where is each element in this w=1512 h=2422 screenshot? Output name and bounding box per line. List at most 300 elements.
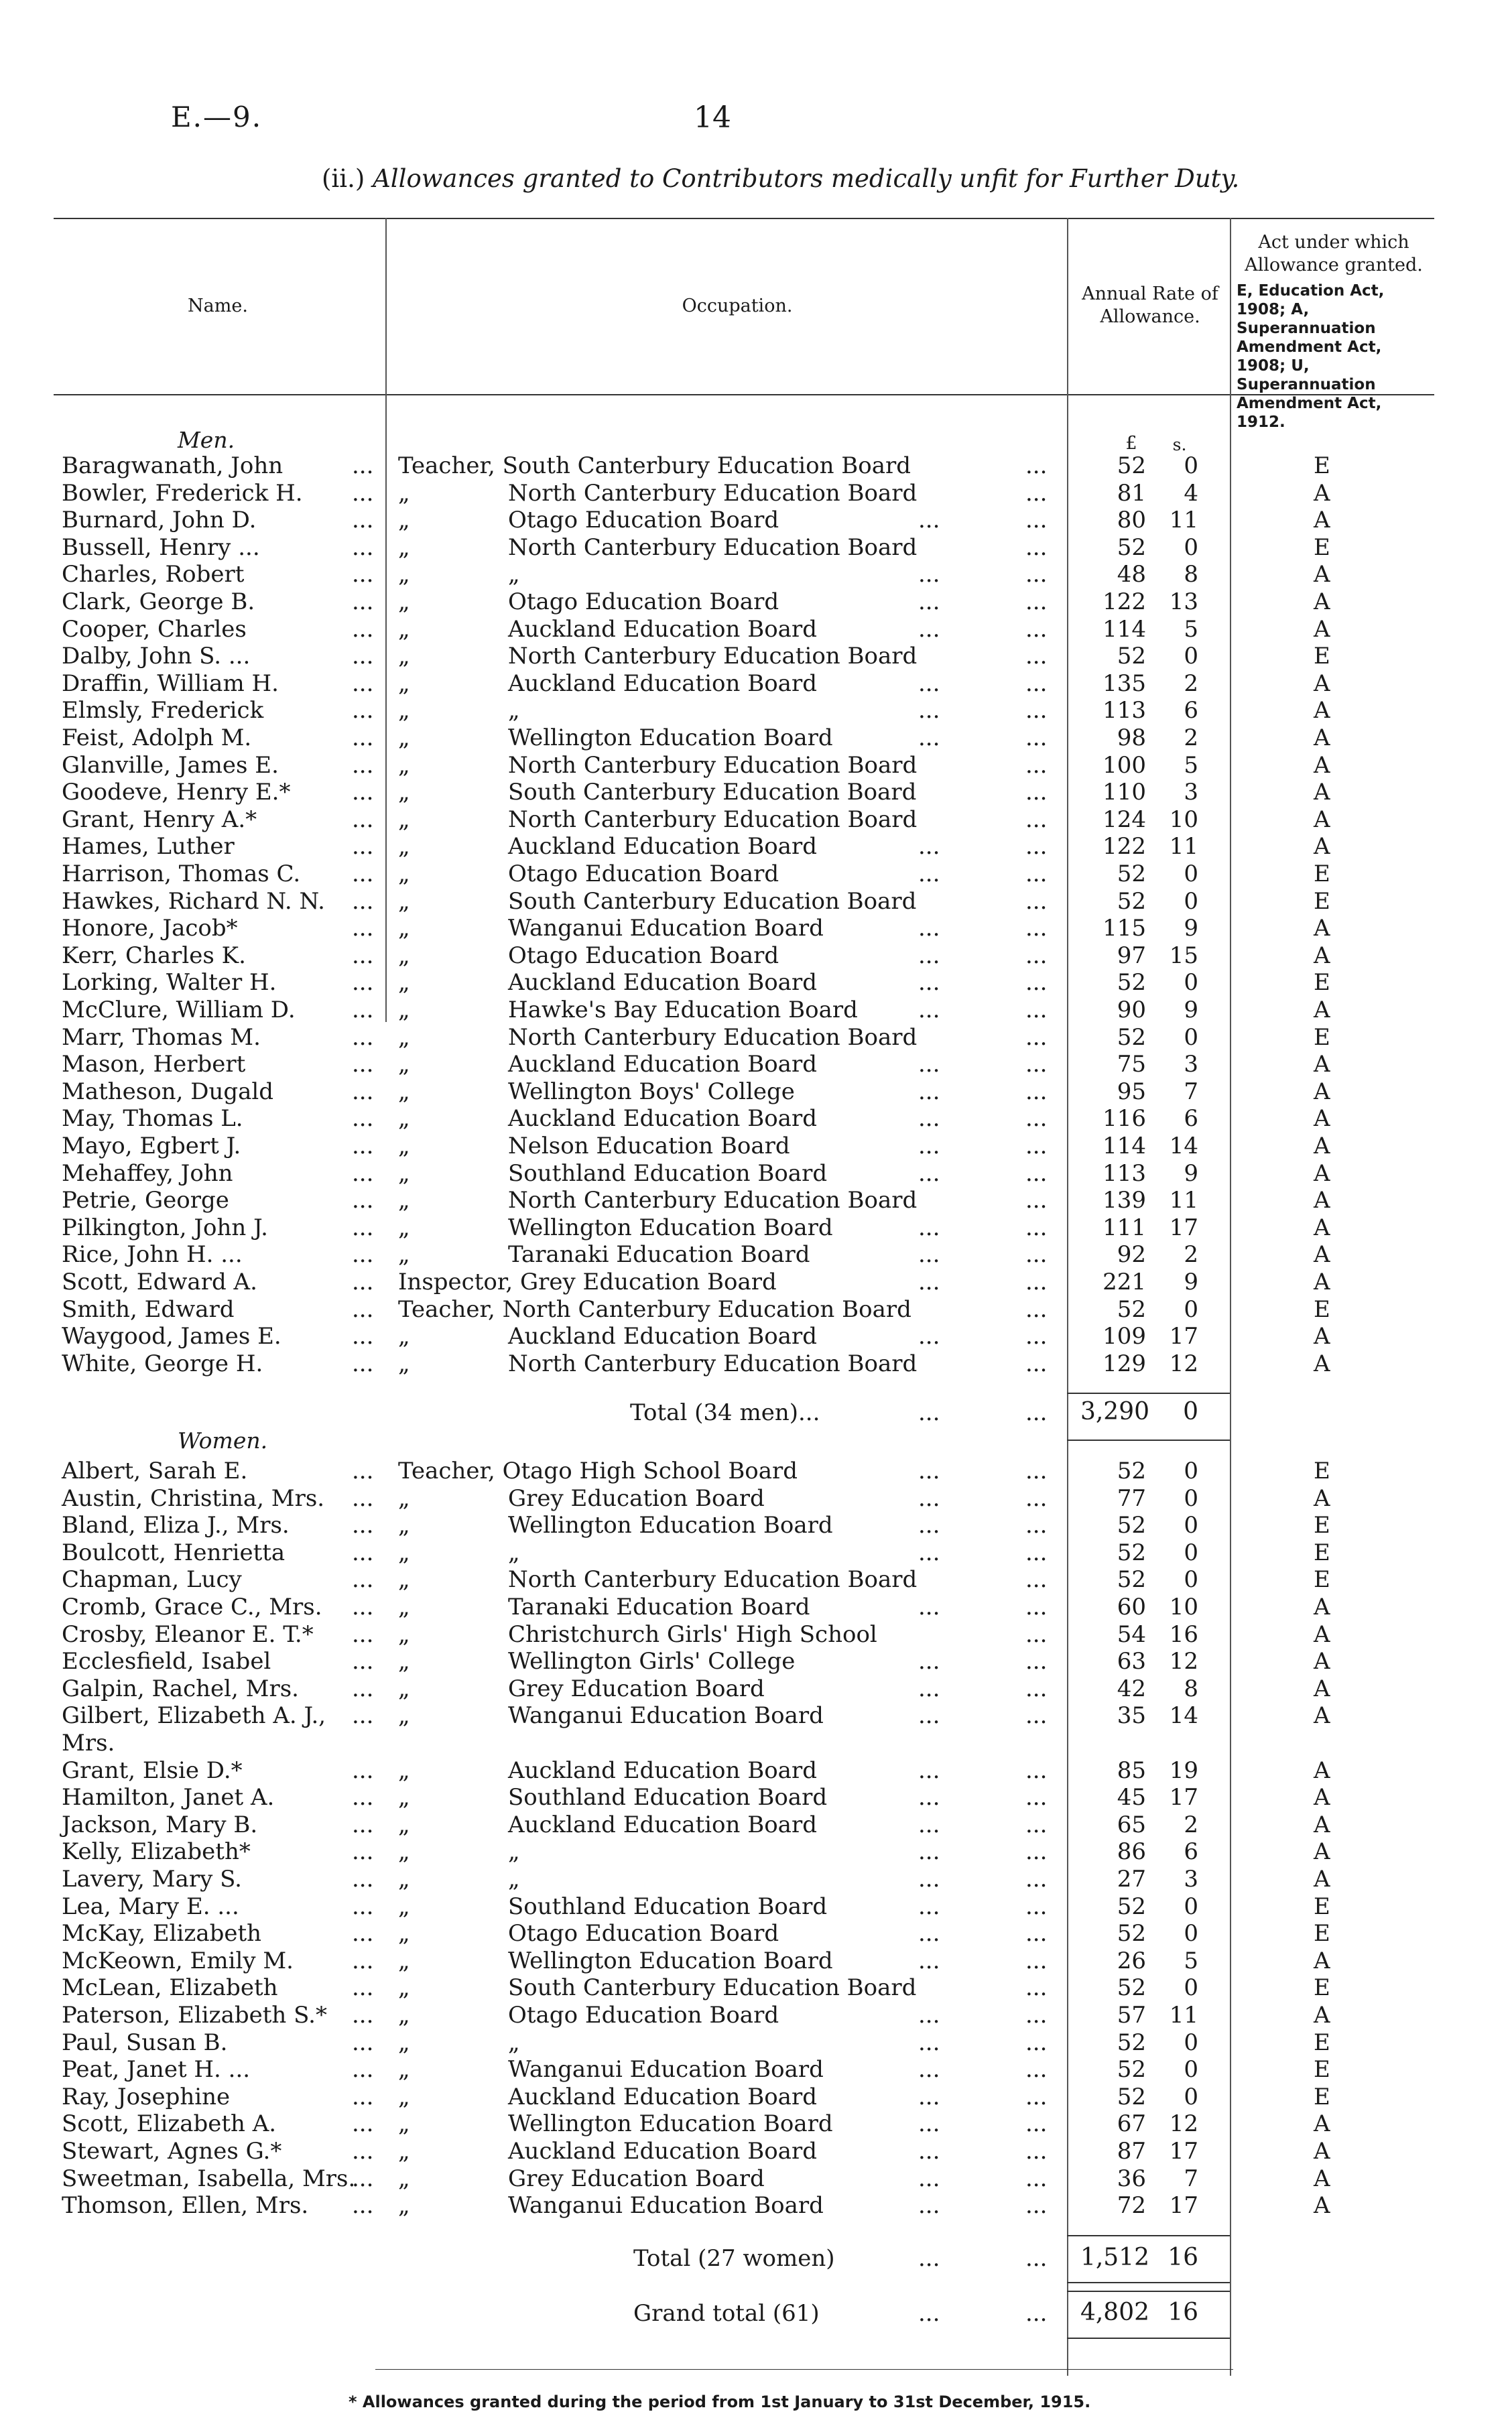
row-dots: ...	[918, 2056, 940, 2084]
table-row	[0, 2165, 1512, 2192]
row-occupation: Auckland Education Board	[508, 670, 817, 697]
row-occupation: North Canterbury Education Board	[508, 806, 918, 833]
row-shillings: 12	[1169, 1350, 1198, 1377]
row-ditto-mark: „	[398, 1023, 410, 1051]
row-name: Galpin, Rachel, Mrs.	[62, 1675, 299, 1702]
row-name: Hamilton, Janet A.	[62, 1784, 275, 1811]
row-pounds: 52	[1117, 2083, 1146, 2110]
women-total-dots-3: ...	[1025, 2245, 1048, 2272]
row-ditto-mark: „	[398, 1920, 410, 1948]
row-dots: ...	[918, 1893, 940, 1920]
row-ditto-mark: „	[398, 1539, 410, 1566]
row-dots: ...	[352, 1295, 374, 1323]
column-header-act-key: E, Education Act, 1908; A, Superannuation Amendment Act, 1908; U, Superannuation Amendment Act, 1912.	[1237, 282, 1385, 432]
row-dots: ...	[352, 670, 374, 697]
women-total-bottom-rule	[1067, 2282, 1230, 2283]
grand-total-dots-3: ...	[1025, 2300, 1048, 2327]
row-act: A	[1314, 615, 1330, 643]
row-act: E	[1314, 861, 1330, 887]
row-dots: ...	[352, 1133, 374, 1159]
row-dots: ...	[918, 507, 940, 534]
row-occupation: Wellington Education Board	[508, 1512, 833, 1539]
row-act: A	[1314, 507, 1330, 534]
row-dots: ...	[352, 861, 374, 887]
row-dots: ...	[352, 533, 374, 561]
row-shillings: 0	[1184, 1920, 1198, 1948]
row-occupation: Otago Education Board	[508, 588, 779, 615]
row-name: Crosby, Eleanor E. T.*	[62, 1620, 314, 1648]
row-ditto-mark: „	[398, 1947, 410, 1974]
row-name: Smith, Edward	[62, 1295, 235, 1323]
row-pounds: 115	[1102, 915, 1146, 942]
row-ditto-mark: „	[398, 1648, 410, 1675]
row-act: E	[1314, 1023, 1330, 1051]
column-header-annual-rate: Annual Rate of Allowance.	[1082, 283, 1218, 327]
row-occupation: Otago Education Board	[508, 861, 779, 887]
row-dots: ...	[918, 2138, 940, 2165]
grand-total-dots-2: ...	[918, 2300, 940, 2327]
row-occupation: South Canterbury Education Board	[508, 887, 917, 915]
row-shillings: 0	[1184, 533, 1198, 561]
row-act: A	[1314, 1620, 1330, 1648]
row-pounds: 52	[1117, 1295, 1146, 1323]
row-pounds: 75	[1117, 1051, 1146, 1078]
row-dots: ...	[918, 1133, 940, 1159]
table-row	[0, 2056, 1512, 2083]
row-act: A	[1314, 1947, 1330, 1974]
row-shillings: 0	[1184, 1893, 1198, 1920]
row-dots: ...	[918, 1866, 940, 1893]
row-occupation: North Canterbury Education Board	[508, 1023, 918, 1051]
table-row	[0, 833, 1512, 860]
row-dots: ...	[1025, 2029, 1048, 2056]
row-dots: ...	[1025, 1484, 1048, 1512]
grand-total-bottom-rule	[1067, 2338, 1230, 2339]
table-row	[0, 1024, 1512, 1051]
row-act: A	[1314, 915, 1330, 942]
row-name: Sweetman, Isabella, Mrs.	[62, 2165, 356, 2192]
caption-title: Allowances granted to Contributors medically unfit for Further Duty.	[373, 164, 1240, 193]
row-dots: ...	[918, 1947, 940, 1974]
row-dots: ...	[918, 1648, 940, 1675]
row-shillings: 11	[1169, 507, 1198, 534]
row-dots: ...	[1025, 751, 1048, 779]
row-dots: ...	[352, 751, 374, 779]
table-row	[0, 534, 1512, 561]
row-act: A	[1314, 1214, 1330, 1241]
row-dots: ...	[352, 1648, 374, 1675]
row-act: E	[1314, 1566, 1330, 1594]
row-act: A	[1314, 588, 1330, 615]
table-row	[0, 480, 1512, 507]
row-pounds: 60	[1117, 1594, 1146, 1620]
row-dots: ...	[1025, 2056, 1048, 2084]
row-name: Bowler, Frederick H.	[62, 479, 303, 507]
row-dots: ...	[918, 1811, 940, 1838]
row-dots: ...	[918, 1539, 940, 1566]
row-pounds: 57	[1117, 2002, 1146, 2029]
table-row	[0, 588, 1512, 615]
row-occupation: Teacher, Otago High School Board	[398, 1458, 798, 1484]
row-name: Peat, Janet H. ...	[62, 2056, 251, 2084]
row-dots: ...	[1025, 942, 1048, 969]
row-act: A	[1314, 1323, 1330, 1350]
row-dots: ...	[352, 1920, 374, 1948]
row-occupation: „	[508, 1866, 520, 1893]
row-dots: ...	[918, 1838, 940, 1866]
row-occupation: South Canterbury Education Board	[508, 1974, 917, 2002]
row-dots: ...	[918, 561, 940, 588]
row-shillings: 11	[1169, 833, 1198, 861]
row-occupation: Inspector, Grey Education Board	[398, 1269, 777, 1295]
row-name: Scott, Elizabeth A.	[62, 2110, 277, 2138]
row-dots: ...	[1025, 588, 1048, 615]
row-name: Pilkington, John J.	[62, 1214, 268, 1241]
row-dots: ...	[1025, 1784, 1048, 1811]
row-act: A	[1314, 997, 1330, 1023]
row-dots: ...	[1025, 615, 1048, 643]
table-row	[0, 888, 1512, 915]
row-pounds: 52	[1117, 969, 1146, 997]
row-dots: ...	[1025, 1566, 1048, 1594]
row-ditto-mark: „	[398, 2165, 410, 2192]
row-act: A	[1314, 806, 1330, 833]
row-occupation: „	[508, 561, 520, 588]
row-occupation: Auckland Education Board	[508, 969, 817, 997]
row-dots: ...	[352, 997, 374, 1023]
women-total-shillings: 16	[1168, 2244, 1198, 2271]
table-row	[0, 1133, 1512, 1159]
row-dots: ...	[918, 615, 940, 643]
row-ditto-mark: „	[398, 615, 410, 643]
men-total-dots-3: ...	[1025, 1399, 1048, 1426]
table-row	[0, 779, 1512, 806]
row-act: A	[1314, 1648, 1330, 1675]
row-occupation: Wellington Girls' College	[508, 1648, 796, 1675]
row-shillings: 9	[1184, 997, 1198, 1023]
row-shillings: 17	[1169, 2138, 1198, 2165]
men-total-bottom-rule	[1067, 1440, 1230, 1441]
row-name: Stewart, Agnes G.*	[62, 2138, 282, 2165]
row-name: Goodeve, Henry E.*	[62, 779, 291, 806]
row-shillings: 5	[1184, 1947, 1198, 1974]
row-ditto-mark: „	[398, 1784, 410, 1811]
row-occupation: „	[508, 2029, 520, 2056]
row-dots: ...	[918, 670, 940, 697]
row-shillings: 16	[1169, 1620, 1198, 1648]
row-occupation: Wanganui Education Board	[508, 2192, 824, 2220]
table-row	[0, 1539, 1512, 1566]
row-shillings: 9	[1184, 1159, 1198, 1187]
row-act: E	[1314, 533, 1330, 561]
row-dots: ...	[918, 1323, 940, 1350]
row-dots: ...	[1025, 507, 1048, 534]
row-occupation: Nelson Education Board	[508, 1133, 790, 1159]
row-name: Grant, Henry A.*	[62, 806, 257, 833]
men-total-shillings: 0	[1183, 1398, 1198, 1425]
row-name: McKay, Elizabeth	[62, 1920, 262, 1948]
column-header-act-title: Act under which Allowance granted.	[1245, 232, 1423, 275]
table-row	[0, 1838, 1512, 1865]
row-occupation: Auckland Education Board	[508, 615, 817, 643]
row-dots: ...	[352, 1566, 374, 1594]
row-occupation: North Canterbury Education Board	[508, 643, 918, 670]
document-code: E.—9.	[171, 101, 263, 133]
row-dots: ...	[1025, 1512, 1048, 1539]
row-occupation: Southland Education Board	[508, 1893, 828, 1920]
row-shillings: 0	[1184, 643, 1198, 670]
row-dots: ...	[352, 615, 374, 643]
row-dots: ...	[1025, 1974, 1048, 2002]
row-occupation: Wanganui Education Board	[508, 915, 824, 942]
row-occupation: Wanganui Education Board	[508, 2056, 824, 2084]
row-dots: ...	[1025, 561, 1048, 588]
row-occupation: Wellington Education Board	[508, 2110, 833, 2138]
row-occupation: Grey Education Board	[508, 2165, 765, 2192]
row-shillings: 17	[1169, 2192, 1198, 2220]
row-pounds: 27	[1117, 1866, 1146, 1893]
row-ditto-mark: „	[398, 942, 410, 969]
row-pounds: 63	[1117, 1648, 1146, 1675]
table-row	[0, 1160, 1512, 1187]
row-name: McKeown, Emily M.	[62, 1947, 294, 1974]
row-name: Kerr, Charles K.	[62, 942, 246, 969]
row-name: Mehaffey, John	[62, 1159, 233, 1187]
row-occupation: North Canterbury Education Board	[508, 479, 918, 507]
table-row	[0, 1594, 1512, 1620]
row-ditto-mark: „	[398, 779, 410, 806]
row-ditto-mark: „	[398, 1350, 410, 1377]
row-act: E	[1314, 2056, 1330, 2084]
row-ditto-mark: „	[398, 1133, 410, 1159]
row-pounds: 36	[1117, 2165, 1146, 2192]
row-shillings: 4	[1184, 479, 1198, 507]
row-name: Ecclesfield, Isabel	[62, 1648, 271, 1675]
women-total-top-rule	[1067, 2235, 1230, 2236]
row-dots: ...	[1025, 1323, 1048, 1350]
row-ditto-mark: „	[398, 861, 410, 887]
row-shillings: 0	[1184, 1974, 1198, 2002]
row-shillings: 0	[1184, 1539, 1198, 1566]
row-dots: ...	[352, 779, 374, 806]
row-dots: ...	[352, 1838, 374, 1866]
row-act: E	[1314, 1458, 1330, 1484]
row-dots: ...	[918, 724, 940, 751]
row-shillings: 17	[1169, 1323, 1198, 1350]
header-bottom-rule	[54, 394, 1434, 395]
row-dots: ...	[918, 1594, 940, 1620]
row-pounds: 124	[1102, 806, 1146, 833]
row-pounds: 67	[1117, 2110, 1146, 2138]
row-dots: ...	[1025, 2110, 1048, 2138]
row-dots: ...	[1025, 1078, 1048, 1105]
row-shillings: 0	[1184, 1512, 1198, 1539]
row-dots: ...	[1025, 2083, 1048, 2110]
row-dots: ...	[918, 1214, 940, 1241]
row-occupation: Auckland Education Board	[508, 833, 817, 861]
table-row	[0, 670, 1512, 697]
table-row	[0, 1974, 1512, 2001]
row-dots: ...	[918, 1078, 940, 1105]
row-dots: ...	[352, 1974, 374, 2002]
row-dots: ...	[352, 806, 374, 833]
row-pounds: 26	[1117, 1947, 1146, 1974]
row-dots: ...	[352, 1241, 374, 1269]
row-shillings: 0	[1184, 2056, 1198, 2084]
row-name: Jackson, Mary B.	[62, 1811, 258, 1838]
row-dots: ...	[918, 1051, 940, 1078]
row-dots: ...	[352, 1811, 374, 1838]
row-shillings: 0	[1184, 1458, 1198, 1484]
row-ditto-mark: „	[398, 1620, 410, 1648]
row-pounds: 35	[1117, 1702, 1146, 1730]
table-row	[0, 1566, 1512, 1593]
row-shillings: 9	[1184, 1269, 1198, 1295]
row-name: Bland, Eliza J., Mrs.	[62, 1512, 290, 1539]
table-row	[0, 2138, 1512, 2165]
women-total-dots-2: ...	[918, 2245, 940, 2272]
row-act: A	[1314, 2110, 1330, 2138]
row-shillings: 0	[1184, 1484, 1198, 1512]
table-row	[0, 507, 1512, 533]
row-ditto-mark: „	[398, 2083, 410, 2110]
row-dots: ...	[1025, 1648, 1048, 1675]
row-shillings: 5	[1184, 615, 1198, 643]
row-pounds: 90	[1117, 997, 1146, 1023]
row-occupation: Taranaki Education Board	[508, 1241, 810, 1269]
row-shillings: 14	[1169, 1133, 1198, 1159]
row-dots: ...	[352, 1893, 374, 1920]
table-row	[0, 697, 1512, 724]
row-ditto-mark: „	[398, 1675, 410, 1702]
row-dots: ...	[1025, 861, 1048, 887]
row-dots: ...	[352, 2165, 374, 2192]
row-act: A	[1314, 779, 1330, 806]
row-act: E	[1314, 452, 1330, 479]
row-occupation: „	[508, 1539, 520, 1566]
row-dots: ...	[1025, 643, 1048, 670]
row-dots: ...	[918, 1757, 940, 1784]
row-occupation: Southland Education Board	[508, 1159, 828, 1187]
row-dots: ...	[352, 2002, 374, 2029]
row-name: Baragwanath, John	[62, 452, 284, 479]
row-ditto-mark: „	[398, 1594, 410, 1620]
row-dots: ...	[918, 1484, 940, 1512]
row-dots: ...	[352, 2083, 374, 2110]
table-row	[0, 997, 1512, 1023]
row-pounds: 52	[1117, 1512, 1146, 1539]
row-pounds: 52	[1117, 533, 1146, 561]
row-name: Paterson, Elizabeth S.*	[62, 2002, 327, 2029]
row-dots: ...	[1025, 670, 1048, 697]
row-shillings: 19	[1169, 1757, 1198, 1784]
table-row	[0, 806, 1512, 833]
row-ditto-mark: „	[398, 643, 410, 670]
row-dots: ...	[1025, 1105, 1048, 1133]
table-row	[0, 2002, 1512, 2029]
row-dots: ...	[1025, 1133, 1048, 1159]
row-dots: ...	[918, 1675, 940, 1702]
row-dots: ...	[1025, 1023, 1048, 1051]
row-dots: ...	[918, 1702, 940, 1730]
row-occupation: Otago Education Board	[508, 507, 779, 534]
row-act: A	[1314, 697, 1330, 724]
row-shillings: 6	[1184, 1838, 1198, 1866]
row-ditto-mark: „	[398, 1974, 410, 2002]
row-name: Charles, Robert	[62, 561, 245, 588]
table-row	[0, 561, 1512, 588]
row-occupation: Auckland Education Board	[508, 2083, 817, 2110]
row-ditto-mark: „	[398, 806, 410, 833]
row-act: A	[1314, 833, 1330, 861]
row-dots: ...	[352, 2056, 374, 2084]
row-name: Glanville, James E.	[62, 751, 279, 779]
row-act: A	[1314, 751, 1330, 779]
row-dots: ...	[918, 915, 940, 942]
row-shillings: 7	[1184, 1078, 1198, 1105]
grand-total-top-rule	[1067, 2291, 1230, 2292]
row-shillings: 0	[1184, 452, 1198, 479]
row-dots: ...	[352, 1675, 374, 1702]
table-row	[0, 1893, 1512, 1920]
row-ditto-mark: „	[398, 751, 410, 779]
row-name: Ray, Josephine	[62, 2083, 231, 2110]
row-shillings: 0	[1184, 887, 1198, 915]
row-shillings: 2	[1184, 1241, 1198, 1269]
table-row	[0, 1621, 1512, 1648]
row-ditto-mark: „	[398, 2029, 410, 2056]
row-ditto-mark: „	[398, 2056, 410, 2084]
row-pounds: 110	[1102, 779, 1146, 806]
row-act: E	[1314, 1920, 1330, 1948]
row-name: Matheson, Dugald	[62, 1078, 274, 1105]
row-pounds: 114	[1102, 1133, 1146, 1159]
row-shillings: 6	[1184, 697, 1198, 724]
row-pounds: 52	[1117, 1539, 1146, 1566]
row-dots: ...	[1025, 1811, 1048, 1838]
row-dots: ...	[1025, 1350, 1048, 1377]
table-row	[0, 861, 1512, 887]
row-act: A	[1314, 1702, 1330, 1730]
row-dots: ...	[1025, 533, 1048, 561]
row-dots: ...	[1025, 1947, 1048, 1974]
row-occupation: „	[508, 697, 520, 724]
men-total-text: Total (34 men)	[630, 1399, 798, 1426]
row-pounds: 52	[1117, 643, 1146, 670]
row-shillings: 14	[1169, 1702, 1198, 1730]
row-act: E	[1314, 1512, 1330, 1539]
row-shillings: 6	[1184, 1105, 1198, 1133]
row-dots: ...	[918, 2029, 940, 2056]
row-dots: ...	[1025, 887, 1048, 915]
row-dots: ...	[352, 1484, 374, 1512]
row-ditto-mark: „	[398, 479, 410, 507]
row-dots: ...	[918, 2165, 940, 2192]
row-name: Lorking, Walter H.	[62, 969, 277, 997]
row-dots: ...	[1025, 1241, 1048, 1269]
row-dots: ...	[1025, 1866, 1048, 1893]
row-dots: ...	[352, 1784, 374, 1811]
row-dots: ...	[352, 1594, 374, 1620]
row-shillings: 8	[1184, 1675, 1198, 1702]
row-dots: ...	[1025, 1594, 1048, 1620]
row-name: Mrs.	[62, 1730, 115, 1757]
row-ditto-mark: „	[398, 1484, 410, 1512]
row-pounds: 65	[1117, 1811, 1146, 1838]
row-name: Kelly, Elizabeth*	[62, 1838, 251, 1866]
row-dots: ...	[352, 833, 374, 861]
table-row	[0, 1323, 1512, 1350]
